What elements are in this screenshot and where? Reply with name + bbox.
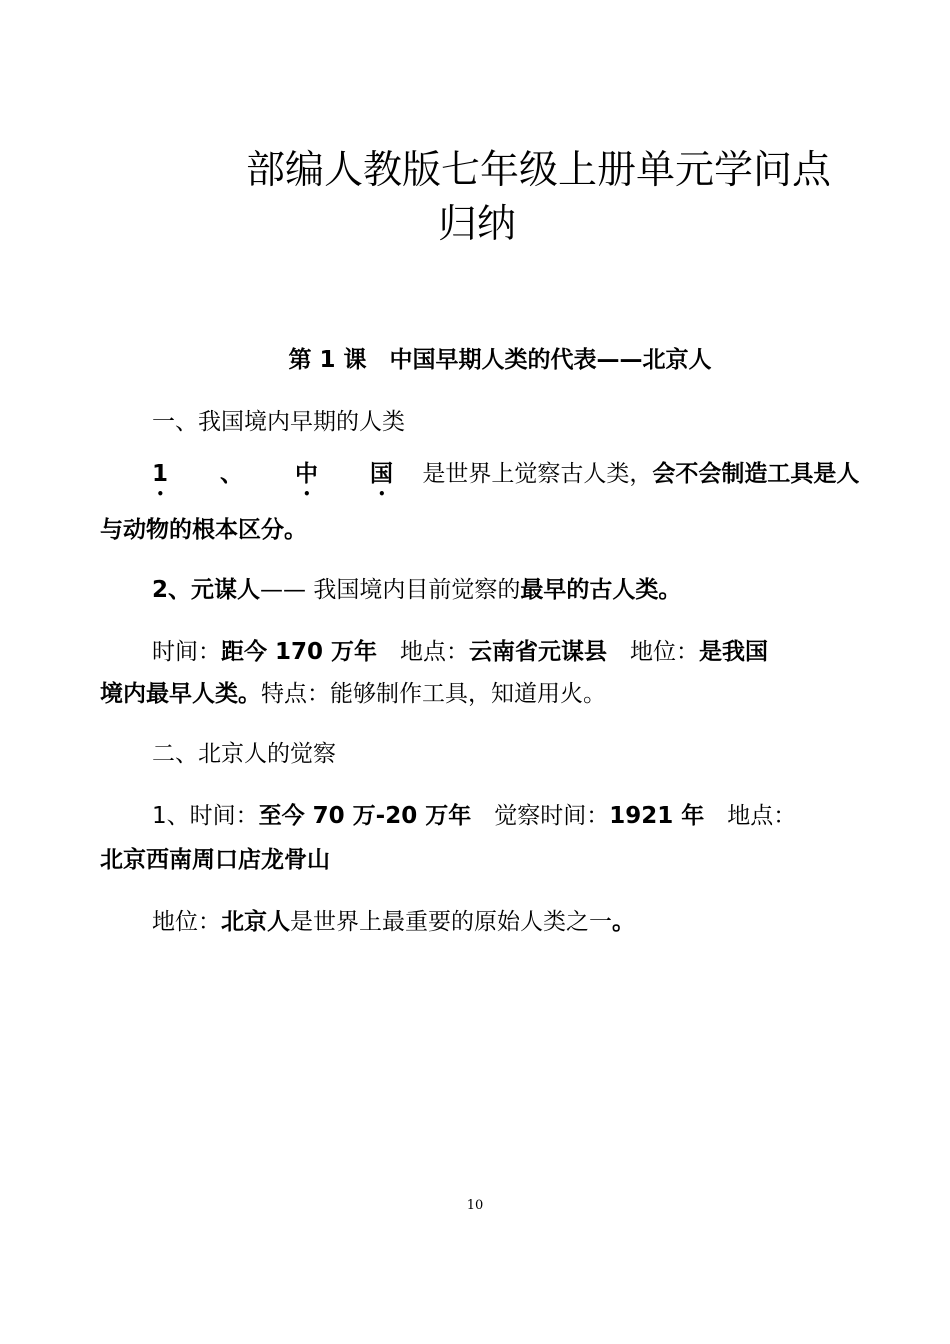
time-label: 时间：	[152, 639, 221, 665]
beijing-status-bold: 北京人	[221, 909, 290, 935]
feature-label: 特点：	[261, 681, 330, 707]
page-number: 10	[466, 1198, 484, 1213]
item-2-text: —— 我国境内目前觉察的	[260, 577, 521, 603]
status-label: 地位：	[607, 639, 700, 665]
place-label: 地点：	[377, 639, 470, 665]
section-2-item-1	[100, 796, 860, 836]
beijing-place-label: 地点：	[704, 803, 797, 829]
beijing-time-value: 至今 70 万-20 万年	[258, 803, 472, 829]
found-time-label: 觉察时间：	[471, 803, 610, 829]
status-value-continued: 境内最早人类。	[100, 681, 261, 707]
section-2-heading	[100, 734, 860, 774]
feature-value: 能够制作工具，知道用火。	[330, 681, 606, 707]
time-value: 距今 170 万年	[221, 639, 378, 665]
beijing-status-text: 是世界上最重要的原始人类之一	[290, 909, 612, 935]
section-1-item-2	[100, 570, 860, 610]
place-value: 云南省元谋县	[469, 639, 608, 665]
yuanmou-details-line-1	[100, 632, 860, 672]
page-title-line-1: 部编人教版七年级上册单元学问点	[246, 148, 832, 193]
beijing-status-label: 地位：	[152, 909, 221, 935]
section-1-item-1-continued: 与动物的根本区分。	[100, 517, 307, 543]
found-time-value: 1921 年	[609, 803, 705, 829]
yuanmou-heading: 2、元谋人	[152, 577, 261, 603]
item-2-bold-tail: 最早的古人类。	[520, 577, 682, 603]
status-value: 是我国	[699, 639, 769, 665]
section-2-heading-text: 二、北京人的觉察	[152, 741, 336, 767]
item-1-text: 是世界上觉察古人类，	[415, 461, 653, 487]
section-1-heading	[100, 402, 860, 442]
section-1-heading-text: 一、我国境内早期的人类	[152, 409, 405, 435]
page-title-line-2: 归纳	[438, 202, 517, 247]
beijing-place-value: 北京西南周口店龙骨山	[100, 847, 330, 873]
section-2-status	[100, 902, 860, 942]
beijing-status-end: 。	[612, 909, 635, 935]
yuanmou-details-line-2	[100, 674, 860, 714]
item-1-bold-tail: 会不会制造工具是人	[652, 461, 860, 487]
beijing-time-label: 1、时间：	[152, 803, 259, 829]
section-1-item-1	[100, 454, 860, 501]
page-title	[0, 144, 950, 252]
emphasized-china: 1 、 中 国	[152, 461, 416, 487]
lesson-title: 第 1 课 中国早期人类的代表——北京人	[288, 347, 712, 373]
